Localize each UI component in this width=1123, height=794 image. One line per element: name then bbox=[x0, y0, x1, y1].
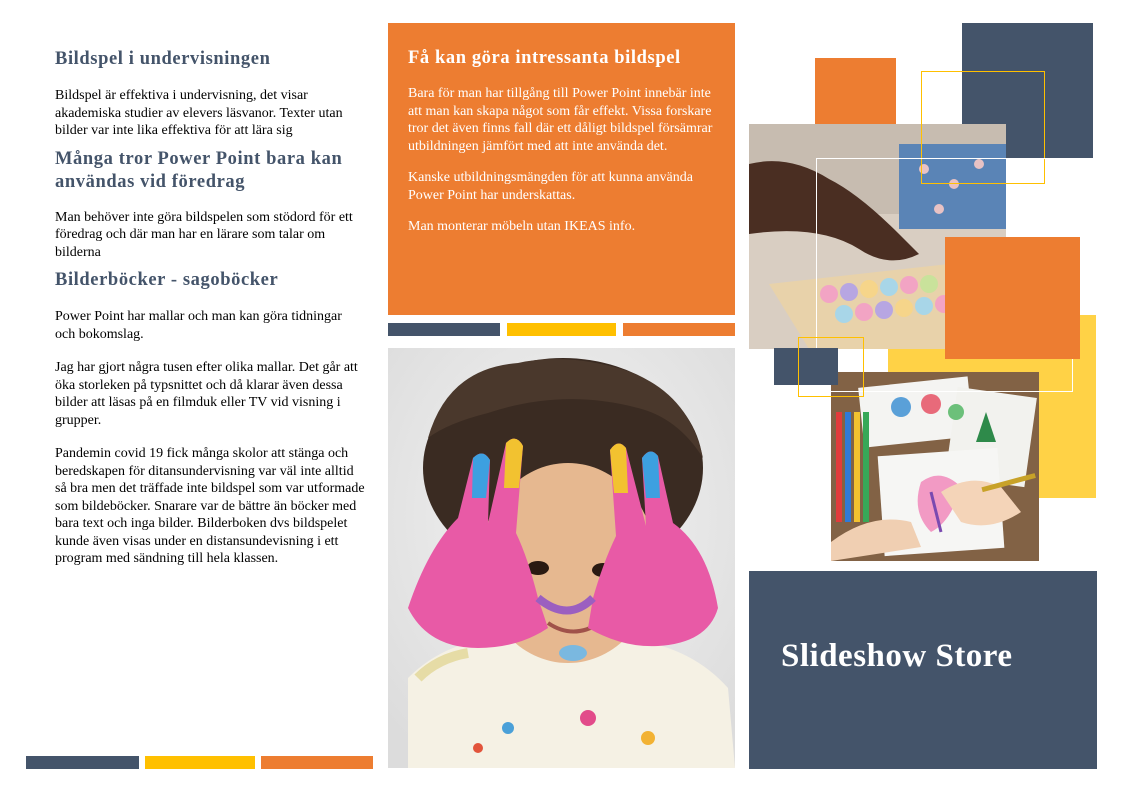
heading-bilderbocker: Bilderböcker - sagoböcker bbox=[55, 270, 279, 290]
title-panel bbox=[749, 571, 1097, 769]
store-title: Slideshow Store bbox=[781, 638, 1013, 674]
info-box-paragraph-2: Kanske utbildningsmängden för att kunna använda Power Point har underskattas. bbox=[408, 170, 693, 203]
left-column bbox=[55, 47, 365, 568]
heading-power-point: Många tror Power Point bara kan användas vid föredrag bbox=[55, 148, 343, 192]
info-box-paragraph-1: Bara för man har tillgång till Power Point innebär inte att man kan skapa något som får effekt. Vissa forskare tror det även finns fall där ett dåligt bildspel försämrar utbildningen jämfört med att inte använda det. bbox=[408, 86, 713, 154]
info-box bbox=[388, 23, 735, 315]
paragraph-pandemin: Pandemin covid 19 fick många skolor att stänga och beredskapen för ditansundervisning var väl inte alltid så bra men det träffade inte bildspel som var utformade som bildeböcker. Snarare var de bättre än böcker med bara text och inga bilder. Bilderboken dvs bildspelet kunde även visas under en distansundevisning i ett program med sändning till hela klassen. bbox=[55, 446, 365, 566]
info-box-paragraph-3: Man monterar möbeln utan IKEAS info. bbox=[408, 219, 636, 234]
deco-outline-yellow-small bbox=[798, 337, 864, 397]
heading-bildspel: Bildspel i undervisningen bbox=[55, 49, 271, 69]
drawing-photo bbox=[831, 372, 1039, 561]
paragraph-typsnitt: Jag har gjort några tusen efter olika mallar. Det går att öka storleken på typsnittet och då klarar även dessa bilder att läsas på en filmduk eller TV vid visning i grupper. bbox=[55, 360, 358, 428]
left-bar-yellow bbox=[145, 756, 255, 769]
info-box-heading: Få kan göra intressanta bildspel bbox=[408, 48, 681, 68]
paragraph-power-point: Man behöver inte göra bildspelen som stödord för ett föredrag och där man har en lärare som talar om bilderna bbox=[55, 209, 353, 260]
middle-bar-navy bbox=[388, 323, 500, 336]
deco-orange-square-mid bbox=[945, 237, 1080, 359]
child-photo bbox=[388, 348, 735, 768]
middle-bar-yellow bbox=[507, 323, 616, 336]
paragraph-mallar: Power Point har mallar och man kan göra tidningar och bokomslag. bbox=[55, 309, 342, 342]
middle-bar-orange bbox=[623, 323, 735, 336]
deco-orange-square-top bbox=[815, 58, 896, 124]
left-bar-navy bbox=[26, 756, 139, 769]
left-bar-orange bbox=[261, 756, 373, 769]
paragraph-bildspel: Bildspel är effektiva i undervisning, det visar akademiska studier av elevers läsvanor. Texter utan bilder var inte lika effektiva för att lära sig bbox=[55, 88, 343, 138]
